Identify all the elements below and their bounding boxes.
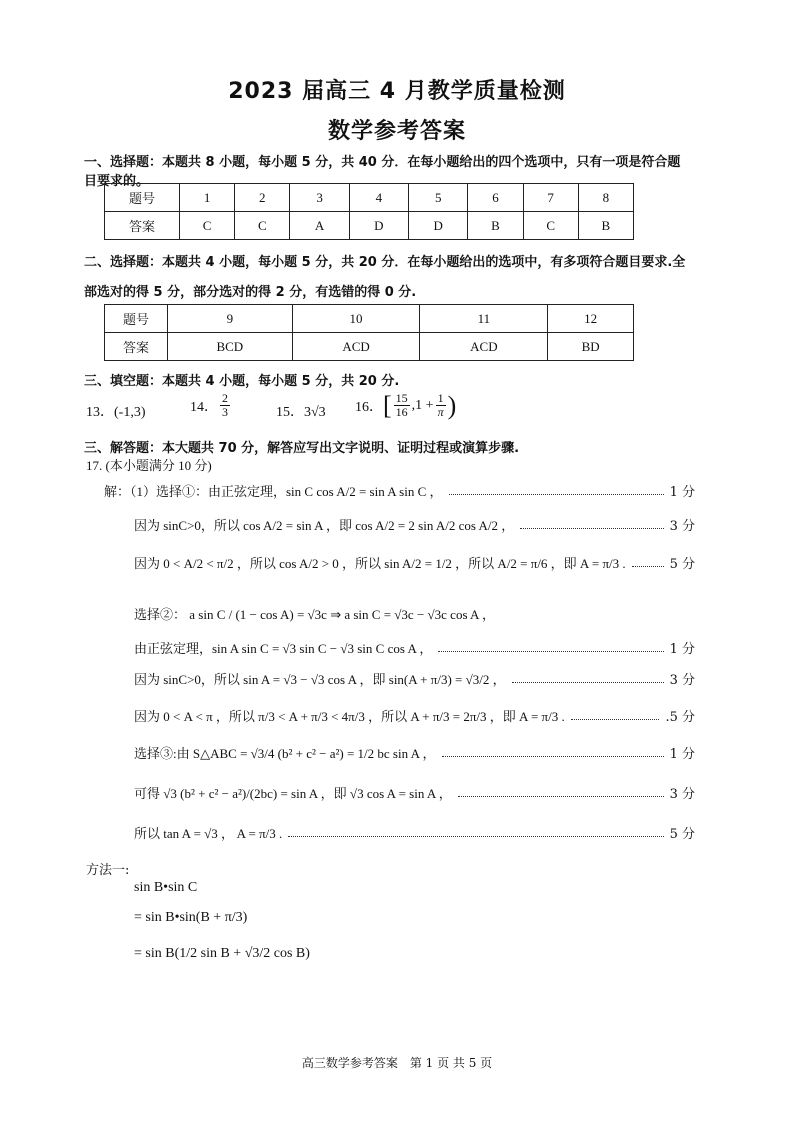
solution-text: 选择②： a sin C / (1 − cos A) = √3c ⇒ a sin C = √3c − √3c cos A ， [134,607,495,622]
solution-text: 解：（1）选择①：由正弦定理，sin C cos A/2 = sin A sin C ， [104,484,443,499]
leader-dots [458,788,664,797]
question-number: 2 [235,184,290,212]
score-label: 5 分 [669,557,695,572]
question-number: 7 [523,184,578,212]
question-number: 11 [420,305,548,333]
solution-line [134,743,695,762]
solution-line [134,783,695,802]
solution-line [134,515,695,534]
solution-text: 选择③:由 S△ABC = √3/4 (b² + c² − a²) = 1/2 bc sin A ， [134,746,436,761]
question-number: 12 [548,305,634,333]
section2-heading-line2: 部选对的得 5 分，部分选对的得 2 分，有选错的得 0 分. [84,285,417,300]
denominator: 3 [222,405,228,419]
solution-text: 因为 sinC>0，所以 cos A/2 = sin A ，即 cos A/2 = 2 sin A/2 cos A/2 ， [134,518,515,533]
section2-heading-line1: 二、选择题：本题共 4 小题，每小题 5 分，共 20 分．在每小题给出的选项中，有多项符合题目要求.全 [84,255,686,270]
solution-line [134,823,695,842]
answer-cell: C [523,212,578,240]
method-line: sin B•sin C [134,880,198,895]
solution-line [134,553,695,572]
score-label: 1 分 [669,642,695,657]
solution-text: 可得 √3 (b² + c² − a²)/(2bc) = sin A ，即 √3 cos A = sin A ， [134,786,452,801]
table-row [105,305,634,333]
row-label: 答案 [105,212,180,240]
method-label: 方法一: [86,863,130,878]
page-title: 2023 届高三 4 月教学质量检测 [228,79,566,104]
answer-cell: ACD [292,333,420,361]
question-number: 4 [349,184,408,212]
solution-line [134,604,695,623]
score-label: 1 分 [669,747,695,762]
leader-dots [512,674,664,683]
answer-16 [355,392,456,419]
solution-text: 因为 0 < A < π ，所以 π/3 < A + π/3 < 4π/3 ，所以 A + π/3 = 2π/3 ，即 A = π/3 . [134,709,565,724]
score-label: 3 分 [669,673,695,688]
answer-cell: C [235,212,290,240]
right-paren: ) [447,390,457,420]
leader-dots [571,711,660,720]
denominator: 16 [395,405,408,419]
numerator: 2 [222,391,228,405]
answer-cell: D [409,212,468,240]
leader-dots [520,520,663,529]
answer-cell: C [180,212,235,240]
numerator: 15 [395,391,408,405]
answer-15: 15．3√3 [276,405,326,420]
question-number: 5 [409,184,468,212]
question-17-header: 17. (本小题满分 10 分) [86,458,212,473]
solution-text: 所以 tan A = √3 ， A = π/3 . [134,826,283,841]
table-row [105,184,634,212]
answer-cell: ACD [420,333,548,361]
solution-line [134,669,695,688]
question-number: 9 [168,305,293,333]
leader-dots [632,558,664,567]
answer-cell: BD [548,333,634,361]
answer-cell: B [468,212,523,240]
method-line: = sin B(1/2 sin B + √3/2 cos B) [134,946,310,961]
answer-cell: D [349,212,408,240]
question-number: 8 [578,184,633,212]
score-label: 3 分 [669,787,695,802]
page-footer: 高三数学参考答案 第 1 页 共 5 页 [301,1056,493,1070]
score-label: .5 分 [665,710,695,725]
solution-text: 因为 0 < A/2 < π/2 ，所以 cos A/2 > 0 ，所以 sin A/2 = 1/2 ，所以 A/2 = π/6 ，即 A = π/3 . [134,556,626,571]
question-number: 1 [180,184,235,212]
section1-heading-line2: 目要求的。 [84,174,150,189]
section3-heading: 三、填空题：本题共 4 小题，每小题 5 分，共 20 分. [84,374,400,389]
numerator: 1 [437,391,444,405]
solution-line [134,706,695,725]
answer-cell: B [578,212,633,240]
section2-answer-table [104,304,634,361]
solution-line [104,481,695,500]
row-label: 题号 [105,305,168,333]
answer-cell: BCD [168,333,293,361]
section1-answer-table [104,183,634,240]
table-row [105,212,634,240]
answer-16-label: 16． [355,399,383,415]
score-label: 5 分 [669,827,695,842]
leader-dots [288,828,663,837]
solution-line [134,638,695,657]
leader-dots [438,643,663,652]
fraction [220,392,230,419]
denominator: π [437,405,444,419]
method-line: = sin B•sin(B + π/3) [134,910,248,925]
page-subtitle: 数学参考答案 [327,119,466,144]
leader-dots [449,486,664,495]
left-bracket: [ [383,390,392,420]
score-label: 1 分 [669,485,695,500]
answer-cell: A [290,212,349,240]
answer-16-mid: ,1 + [411,397,434,413]
table-row [105,333,634,361]
question-number: 6 [468,184,523,212]
row-label: 答案 [105,333,168,361]
solution-text: 因为 sinC>0，所以 sin A = √3 − √3 cos A ，即 sin(A + π/3) = √3/2 ， [134,672,506,687]
row-label: 题号 [105,184,180,212]
section1-heading-line1: 一、选择题：本题共 8 小题，每小题 5 分，共 40 分．在每小题给出的四个选项中，只有一项是符合题 [84,155,681,170]
fraction [436,392,446,419]
leader-dots [442,748,664,757]
answer-14 [190,392,232,419]
answer-14-label: 14． [190,399,218,415]
score-label: 3 分 [669,519,695,534]
solution-text: 由正弦定理，sin A sin C = √3 sin C − √3 sin C cos A ， [134,641,433,656]
fraction [394,392,410,419]
section4-heading: 三、解答题：本大题共 70 分，解答应写出文字说明、证明过程或演算步骤. [84,441,520,456]
answer-13: 13．(-1,3) [86,405,146,420]
question-number: 3 [290,184,349,212]
question-number: 10 [292,305,420,333]
